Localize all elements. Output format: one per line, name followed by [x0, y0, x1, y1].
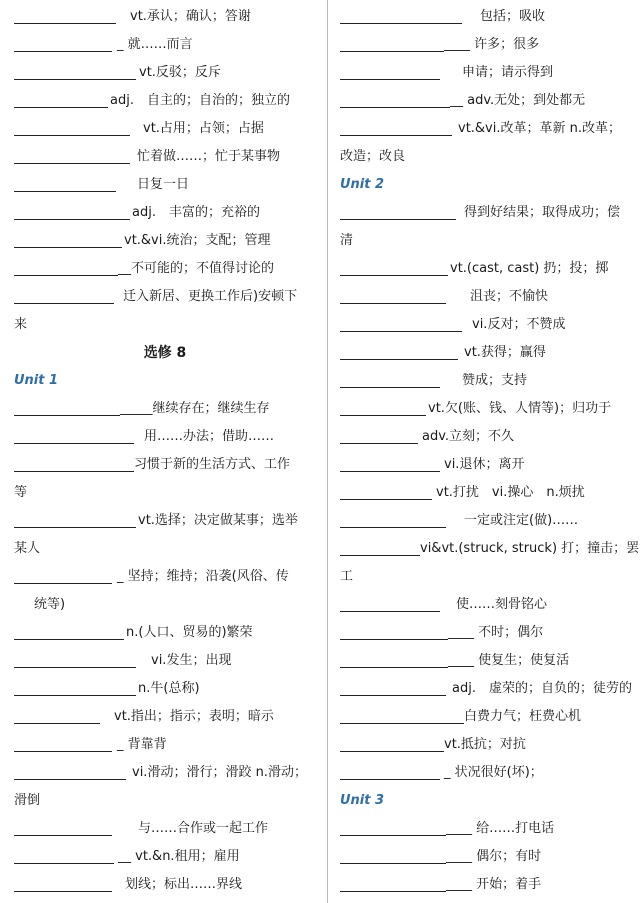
definition: ____ 许多；很多 — [444, 37, 540, 52]
list-item — [340, 672, 632, 700]
list-item — [340, 532, 640, 560]
definition-continuation: 来 — [14, 317, 28, 332]
unit-heading: Unit 1 — [14, 373, 59, 388]
definition: vt.选择；决定做某事；选举 — [138, 513, 298, 528]
definition: ____ 使复生；使复活 — [448, 653, 570, 668]
column-divider — [327, 0, 328, 903]
definition: 赞成；支持 — [462, 373, 528, 388]
definition: __ vt.&n.租用；雇用 — [118, 849, 240, 864]
definition: ____ 偶尔；有时 — [446, 849, 542, 864]
list-item — [14, 252, 316, 280]
definition-continuation: 改造；改良 — [340, 149, 406, 164]
definition: vi.反对；不赞成 — [472, 317, 566, 332]
answer-blank[interactable] — [14, 219, 130, 220]
definition: __不可能的；不值得讨论的 — [118, 261, 275, 276]
list-item — [340, 756, 632, 784]
definition: 申请；请示得到 — [462, 65, 554, 80]
answer-blank[interactable] — [14, 275, 118, 276]
list-item — [14, 280, 316, 308]
list-item — [340, 840, 632, 868]
list-item — [14, 112, 316, 140]
definition: vi.滑动；滑行；滑跤 n.滑动； — [132, 765, 307, 780]
answer-blank[interactable] — [340, 387, 440, 388]
answer-blank[interactable] — [340, 135, 452, 136]
list-item — [14, 644, 316, 672]
answer-blank[interactable] — [14, 247, 122, 248]
answer-blank[interactable] — [340, 723, 464, 724]
definition: adj. 虚荣的；自负的；徒劳的 — [452, 681, 632, 696]
unit-heading: Unit 2 — [340, 177, 385, 192]
definition: vt.指出；指示；表明；暗示 — [114, 709, 274, 724]
definition: 划线；标出……界线 — [125, 877, 243, 892]
answer-blank[interactable] — [340, 891, 446, 892]
definition: ____ 开始；着手 — [446, 877, 542, 892]
list-item — [14, 504, 316, 532]
definition: ____ 不时；偶尔 — [448, 625, 544, 640]
definition: 习惯于新的生活方式、工作 — [134, 457, 291, 472]
answer-blank[interactable] — [14, 51, 112, 52]
list-item — [14, 392, 316, 420]
list-item — [340, 56, 632, 84]
definition: 用……办法；借助…… — [144, 429, 275, 444]
definition: 包括；吸收 — [480, 9, 546, 24]
definition: 使……刻骨铭心 — [456, 597, 548, 612]
answer-blank[interactable] — [340, 639, 448, 640]
answer-blank[interactable] — [14, 163, 130, 164]
list-item — [14, 840, 316, 868]
answer-blank[interactable] — [340, 863, 446, 864]
definition-continuation: 清 — [340, 233, 354, 248]
answer-blank[interactable] — [340, 835, 446, 836]
definition: n.牛(总称) — [138, 681, 200, 696]
definition: vi.退休；离开 — [444, 457, 525, 472]
definition: 忙着做……；忙于某事物 — [137, 149, 281, 164]
list-item — [340, 84, 632, 112]
list-item — [14, 420, 316, 448]
definition: vt.抵抗；对抗 — [444, 737, 526, 752]
definition: adj. 丰富的；充裕的 — [132, 205, 260, 220]
list-item — [340, 392, 632, 420]
list-item — [340, 28, 632, 56]
answer-blank[interactable] — [14, 667, 136, 668]
definition: 日复一日 — [137, 177, 190, 192]
list-item — [340, 336, 632, 364]
list-item — [340, 364, 632, 392]
definition: 迁入新居、更换工作后)安顿下 — [123, 289, 298, 304]
definition-continuation: 工 — [340, 569, 354, 584]
answer-blank[interactable] — [340, 499, 432, 500]
answer-blank[interactable] — [14, 79, 136, 80]
definition: vt.打扰 vi.操心 n.烦扰 — [436, 485, 585, 500]
list-item — [14, 448, 316, 476]
definition: vt.占用；占领；占据 — [143, 121, 264, 136]
list-item — [340, 196, 632, 224]
list-item — [340, 280, 632, 308]
answer-blank[interactable] — [340, 415, 426, 416]
answer-blank[interactable] — [340, 219, 456, 220]
answer-blank[interactable] — [14, 639, 124, 640]
definition-continuation: 某人 — [14, 541, 41, 556]
definition: 沮丧；不愉快 — [470, 289, 549, 304]
answer-blank[interactable] — [340, 751, 444, 752]
answer-blank[interactable] — [14, 303, 114, 304]
definition: 得到好结果；取得成功；偿 — [464, 205, 621, 220]
answer-blank[interactable] — [14, 863, 114, 864]
list-item — [340, 812, 632, 840]
answer-blank[interactable] — [14, 415, 120, 416]
list-item — [14, 0, 316, 28]
definition: 一定或注定(做)…… — [464, 513, 579, 528]
answer-blank[interactable] — [340, 359, 458, 360]
definition: vt.(cast, cast) 扔；投；掷 — [450, 261, 609, 276]
answer-blank[interactable] — [14, 835, 112, 836]
definition-continuation: 滑倒 — [14, 793, 41, 808]
answer-blank[interactable] — [14, 695, 136, 696]
list-item — [340, 420, 632, 448]
list-item — [340, 448, 632, 476]
answer-blank[interactable] — [340, 779, 440, 780]
definition: __ adv.无处；到处都无 — [450, 93, 586, 108]
answer-blank[interactable] — [340, 275, 448, 276]
definition: 白费力气；枉费心机 — [464, 709, 582, 724]
answer-blank[interactable] — [340, 555, 420, 556]
answer-blank[interactable] — [340, 51, 444, 52]
list-item — [340, 616, 632, 644]
answer-blank[interactable] — [14, 191, 116, 192]
list-item — [14, 700, 316, 728]
list-item — [340, 700, 632, 728]
definition: vt.欠(账、钱、人情等)；归功于 — [428, 401, 612, 416]
answer-blank[interactable] — [14, 107, 108, 108]
left-column — [14, 0, 316, 896]
answer-blank[interactable] — [14, 443, 134, 444]
list-item — [14, 224, 316, 252]
definition: _ 状况很好(坏)； — [444, 765, 543, 780]
definition: vt.&vi.统治；支配；管理 — [124, 233, 271, 248]
answer-blank[interactable] — [340, 471, 440, 472]
definition: _ 背靠背 — [117, 737, 167, 752]
answer-blank[interactable] — [340, 107, 450, 108]
list-item — [14, 56, 316, 84]
answer-blank[interactable] — [340, 23, 462, 24]
unit-heading: Unit 3 — [340, 793, 385, 808]
right-column — [340, 0, 640, 896]
list-item — [14, 756, 316, 784]
answer-blank[interactable] — [340, 443, 418, 444]
list-item — [340, 728, 632, 756]
list-item — [14, 168, 316, 196]
answer-blank[interactable] — [14, 23, 116, 24]
list-item — [14, 868, 316, 896]
answer-blank[interactable] — [14, 527, 136, 528]
list-item — [340, 252, 632, 280]
definition: _____继续存在；继续生存 — [120, 401, 270, 416]
list-item — [340, 868, 632, 896]
definition: 与……合作或一起工作 — [138, 821, 269, 836]
list-item — [340, 0, 632, 28]
answer-blank[interactable] — [340, 611, 440, 612]
definition: _ 就……而言 — [117, 37, 193, 52]
definition: vt.反驳；反斥 — [139, 65, 221, 80]
answer-blank[interactable] — [14, 723, 100, 724]
definition: adv.立刻；不久 — [422, 429, 515, 444]
list-item — [14, 196, 316, 224]
answer-blank[interactable] — [14, 471, 134, 472]
list-item — [14, 28, 316, 56]
answer-blank[interactable] — [340, 303, 446, 304]
answer-blank[interactable] — [340, 79, 440, 80]
definition: ____ 给……打电话 — [446, 821, 555, 836]
list-item — [340, 504, 632, 532]
list-item — [14, 616, 316, 644]
definition-continuation: 统等) — [34, 597, 66, 612]
answer-blank[interactable] — [14, 583, 112, 584]
list-item — [14, 672, 316, 700]
definition: vi.发生；出现 — [151, 653, 232, 668]
definition: adj. 自主的；自治的；独立的 — [110, 93, 290, 108]
list-item — [14, 728, 316, 756]
list-item — [340, 644, 632, 672]
answer-blank[interactable] — [14, 779, 126, 780]
definition: n.(人口、贸易的)繁荣 — [126, 625, 253, 640]
answer-blank[interactable] — [14, 891, 112, 892]
list-item — [14, 84, 316, 112]
definition-continuation: 等 — [14, 485, 28, 500]
answer-blank[interactable] — [340, 331, 462, 332]
list-item — [340, 112, 632, 140]
list-item — [340, 476, 632, 504]
answer-blank[interactable] — [340, 667, 448, 668]
answer-blank[interactable] — [14, 751, 112, 752]
list-item — [340, 308, 632, 336]
answer-blank[interactable] — [340, 527, 446, 528]
section-title: 选修 8 — [143, 345, 187, 361]
definition: _ 坚持；维持；沿袭(风俗、传 — [117, 569, 289, 584]
list-item — [14, 812, 316, 840]
list-item — [340, 588, 632, 616]
list-item — [14, 140, 316, 168]
definition: vi&vt.(struck, struck) 打；撞击；罢 — [420, 541, 640, 556]
answer-blank[interactable] — [340, 695, 446, 696]
definition: vt.承认；确认；答谢 — [130, 9, 251, 24]
definition: vt.&vi.改革；革新 n.改革； — [458, 121, 622, 136]
list-item — [14, 560, 316, 588]
definition: vt.获得；赢得 — [464, 345, 546, 360]
answer-blank[interactable] — [14, 135, 130, 136]
